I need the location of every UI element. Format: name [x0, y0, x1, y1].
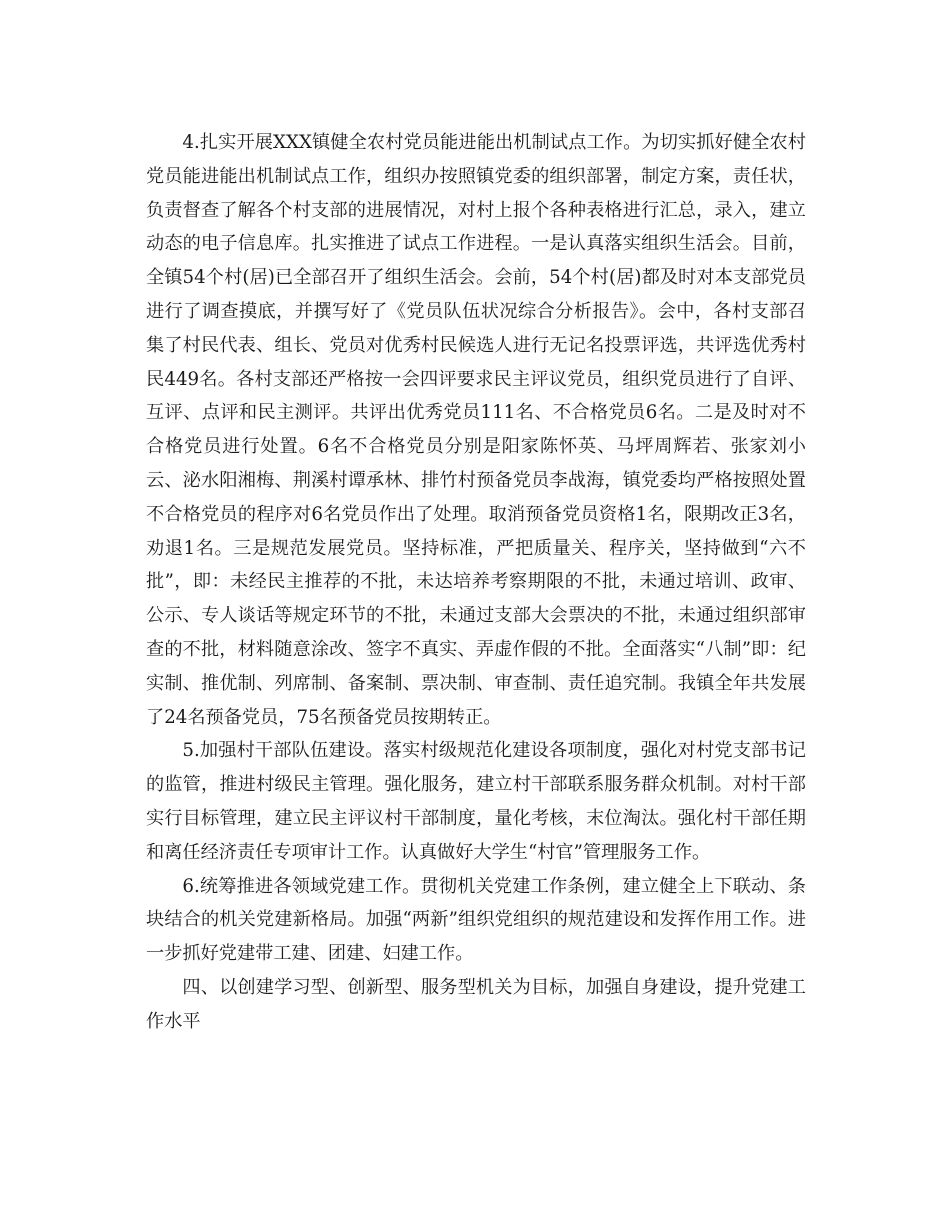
- paragraph-pilot-work: 4.扎实开展XXX镇健全农村党员能进能出机制试点工作。为切实抓好健全农村党员能进能出机制试点工作，组织办按照镇党委的组织部署，制定方案，责任状，负责督查了解各个村支部的进展情况，对村上报个各种表格进行汇总，录入，建立动态的电子信息库。扎实推进了试点工作进程。一是认真落实组织生活会。目前，全镇54个村(居)已全部召开了组织生活会。会前，54个村(居)都及时对本支部党员进行了调查摸底，并撰写好了《党员队伍状况综合分析报告》。会中，各村支部召集了村民代表、组长、党员对优秀村民候选人进行无记名投票评选，共评选优秀村民449名。各村支部还严格按一会四评要求民主评议党员，组织党员进行了自评、互评、点评和民主测评。共评出优秀党员111名、不合格党员6名。二是及时对不合格党员进行处置。6名不合格党员分别是阳家陈怀英、马坪周辉若、张家刘小云、泌水阳湘梅、荆溪村谭承林、排竹村预备党员李战海，镇党委均严格按照处置不合格党员的程序对6名党员作出了处理。取消预备党员资格1名，限期改正3名，劝退1名。三是规范发展党员。坚持标准，严把质量关、程序关，坚持做到“六不批”，即：未经民主推荐的不批，未达培养考察期限的不批，未通过培训、政审、公示、专人谈话等规定环节的不批，未通过支部大会票决的不批，未通过组织部审查的不批，材料随意涂改、签字不真实、弄虚作假的不批。全面落实“八制”即：纪实制、推优制、列席制、备案制、票决制、审查制、责任追究制。我镇全年共发展了24名预备党员，75名预备党员按期转正。: [146, 132, 806, 728]
- paragraph-party-building: 6.统筹推进各领域党建工作。贯彻机关党建工作条例，建立健全上下联动、条块结合的机关党建新格局。加强“两新”组织党组织的规范建设和发挥作用工作。进一步抓好党建带工建、团建、妇建工作。: [146, 875, 806, 965]
- document-body: [146, 126, 806, 1039]
- paragraph-village-cadres: 5.加强村干部队伍建设。落实村级规范化建设各项制度，强化对村党支部书记的监管，推进村级民主管理。强化服务，建立村干部联系服务群众机制。对村干部实行目标管理，建立民主评议村干部制度，量化考核，末位淘汰。强化村干部任期和离任经济责任专项审计工作。认真做好大学生“村官”管理服务工作。: [146, 740, 806, 863]
- section-heading-four: 四、以创建学习型、创新型、服务型机关为目标，加强自身建设，提升党建工作水平: [146, 976, 806, 1032]
